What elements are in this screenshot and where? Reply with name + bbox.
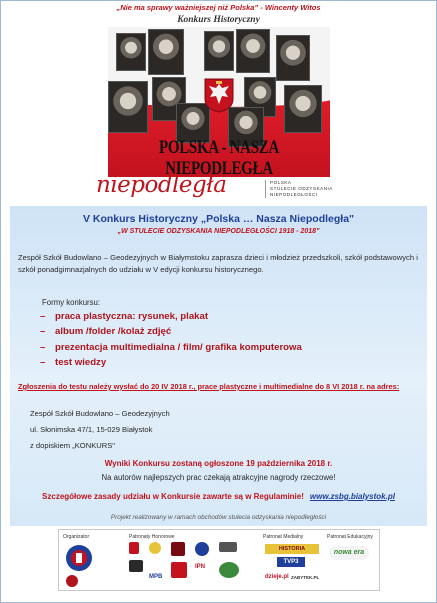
portrait-photo [116, 33, 146, 71]
address-line: ul. Słonimska 47/1, 15-029 Białystok [30, 425, 153, 434]
museum-icon [195, 542, 209, 556]
niepodlegla-logo: niepodległa [96, 172, 227, 198]
mpb-logo: MPB [149, 574, 163, 580]
nowa-era-logo: nowa era [329, 546, 369, 560]
archive-icon [219, 542, 237, 552]
portrait-photo [236, 29, 270, 73]
website-link[interactable]: www.zsbg.bialystok.pl [309, 492, 395, 501]
forms-label: Formy konkursu: [42, 298, 101, 307]
prizes-note: Na autorów najlepszych prac czekają atrakcyjne nagrody rzeczowe! [101, 473, 336, 482]
tvp3-logo: TVP3 [277, 557, 305, 567]
ipn-logo: IPN [195, 564, 206, 570]
emblem-icon [65, 574, 79, 588]
portrait-photo [148, 29, 184, 75]
portrait-photo [284, 85, 322, 133]
portrait-photo [276, 35, 310, 81]
institute-icon [129, 560, 143, 572]
kuratorium-icon [171, 542, 185, 556]
association-icon [171, 562, 187, 578]
zabytek-logo: ZABYTEK.PL [291, 575, 320, 580]
intro-paragraph: Zespół Szkół Budowlano – Geodezyjnych w Białymstoku zaprasza dzieci i młodzież przedszkoli, szkół podstawowych i szkół ponadgimnazjalnych do udziału w V edycji konkursu historycznego. [18, 253, 418, 274]
historia-logo: HISTORIA [265, 544, 319, 554]
white-eagle-emblem-icon [202, 77, 236, 113]
address-line: Zespół Szkół Budowlano – Geodezyjnych [30, 409, 170, 418]
list-item: – praca plastyczna: rysunek, plakat [40, 311, 209, 322]
media-patron-label: Patronat Medialny [263, 534, 304, 540]
list-item: – prezentacja multimedialna / film/ grafika komputerowa [40, 341, 302, 353]
school-crest-icon [65, 544, 93, 572]
address-line: z dopiskiem „KONKURS" [30, 441, 115, 450]
header-quote: „Nie ma sprawy ważniejszej niż Polska” - Wincenty Witos [116, 3, 321, 12]
panel-subtitle: „W STULECIE ODZYSKANIA NIEPODLEGŁOŚCI 1918 - 2018" [117, 228, 320, 235]
niepodlegla-logo-caption: POLSKA STULECIE ODZYSKANIA NIEPODLEGŁOŚCI [265, 180, 333, 198]
organizer-label: Organizator [63, 534, 90, 540]
coat-of-arms-icon [129, 542, 139, 554]
honorary-patrons-label: Patronaty Honorowe [129, 534, 175, 540]
list-item: – album /folder /kolaż zdjęć [40, 326, 172, 338]
forms-list [40, 309, 302, 371]
portrait-photo [204, 31, 234, 71]
city-emblem-icon [149, 542, 161, 554]
poster-main-title: POLSKA - NASZA NIEPODLEGŁA [159, 137, 279, 179]
patrons-strip [58, 529, 380, 591]
panel-title: V Konkurs Historyczny „Polska … Nasza Niepodległa" [82, 213, 355, 225]
edu-patron-label: Patronat Edukacyjny [327, 534, 373, 540]
dzieje-logo: dzieje.pl [265, 574, 289, 580]
portrait-photo [108, 81, 148, 133]
list-item: – test wiedzy [40, 357, 107, 369]
rules-note: Szczegółowe zasady udziału w Konkursie zawarte są w Regulaminie! www.zsbg.bialystok.pl [42, 492, 395, 501]
project-note: Projekt realizowany w ramach obchodów stulecia odzyskania niepodległości [110, 514, 327, 521]
results-announcement: Wyniki Konkursu zostaną ogłoszone 19 października 2018 r. [104, 459, 333, 468]
foundation-icon [219, 562, 239, 578]
contest-label: Konkurs Historyczny [177, 15, 260, 25]
deadline-notice: Zgłoszenia do testu należy wysłać do 20 IV 2018 r., prace plastyczne i multimedialne do 8 VI 2018 r. na adres: [18, 382, 400, 391]
